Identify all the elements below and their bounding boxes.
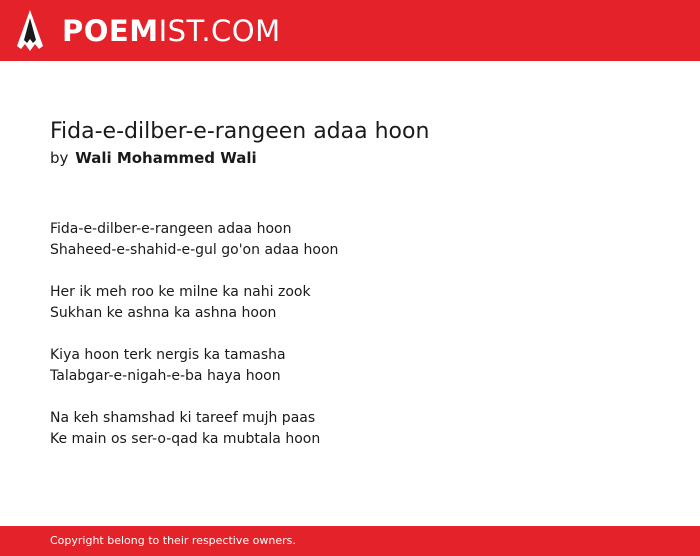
stanza	[50, 282, 670, 324]
poem-line: Fida-e-dilber-e-rangeen adaa hoon	[50, 221, 292, 237]
poem-title: Fida-e-dilber-e-rangeen adaa hoon	[50, 119, 430, 144]
poem-line: Her ik meh roo ke milne ka nahi zook	[50, 284, 311, 300]
poem-line: Talabgar-e-nigah-e-ba haya hoon	[50, 368, 281, 384]
stanza	[50, 408, 670, 450]
poem-line: Shaheed-e-shahid-e-gul go'on adaa hoon	[50, 242, 339, 258]
poem-line: Na keh shamshad ki tareef mujh paas	[50, 410, 316, 426]
poem-line: Kiya hoon terk nergis ka tamasha	[50, 347, 286, 363]
poem-author: Wali Mohammed Wali	[75, 149, 257, 167]
byline-label: by	[50, 149, 69, 167]
site-logo-link[interactable]	[17, 10, 281, 52]
site-logo-text	[62, 10, 281, 52]
stanza	[50, 345, 670, 387]
logo-text-bold: POEM	[62, 14, 159, 48]
logo-text-light: IST.COM	[158, 14, 281, 48]
site-footer	[0, 526, 700, 556]
poem-body	[50, 219, 670, 450]
poem-line: Ke main os ser-o-qad ka mubtala hoon	[50, 431, 321, 447]
site-header	[0, 0, 700, 61]
poem-line: Sukhan ke ashna ka ashna hoon	[50, 305, 277, 321]
copyright-notice: Copyright belong to their respective owners.	[50, 534, 296, 547]
poem-byline	[50, 148, 670, 168]
pencil-logo-icon	[17, 10, 43, 52]
stanza	[50, 219, 670, 261]
poem-content	[50, 118, 670, 471]
